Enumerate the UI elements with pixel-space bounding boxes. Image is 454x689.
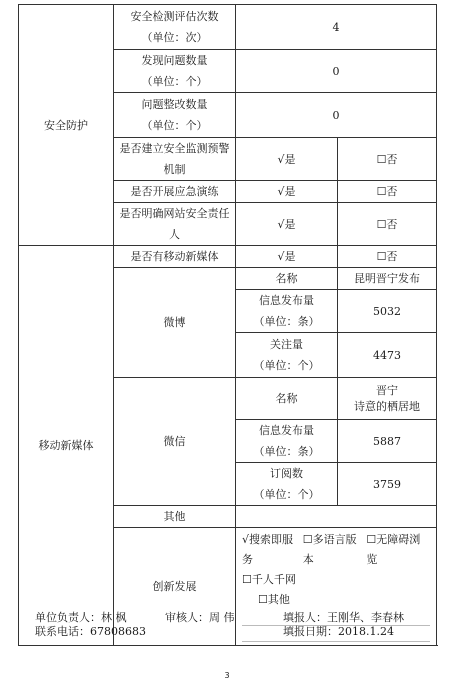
page-number: 3 [224, 671, 230, 680]
issues-fixed-label-text: 问题整改数量 [141, 98, 208, 111]
warning-mech-label [114, 138, 236, 181]
issues-found-unit: （单位：个） [141, 75, 208, 88]
responsible-label-line2: 人 [169, 228, 180, 241]
issues-fixed-value: 0 [236, 93, 437, 138]
issues-found-label [114, 50, 236, 93]
mobile-section-label: 移动新媒体 [19, 246, 114, 646]
weibo-label: 微博 [114, 268, 236, 378]
warning-mech-no[interactable]: ☐否 [338, 138, 437, 181]
wechat-posts-label [236, 420, 338, 463]
fill-date: 填报日期：2018.1.24 [283, 625, 394, 638]
footer-row-1 [35, 611, 435, 625]
eval-count-value: 4 [236, 5, 437, 50]
responsible-no[interactable]: ☐否 [338, 203, 437, 246]
option-other[interactable]: ☐其他 [258, 593, 290, 606]
has-mobile-yes[interactable]: √是 [236, 246, 338, 268]
has-mobile-row [19, 246, 437, 268]
warning-mech-yes[interactable]: √是 [236, 138, 338, 181]
warning-mech-label-line1: 是否建立安全监测预警 [119, 142, 230, 155]
weibo-posts-unit: （单位：条） [253, 315, 320, 328]
wechat-subs-label [236, 463, 338, 506]
weibo-posts-value: 5032 [338, 290, 437, 333]
responsible-label [114, 203, 236, 246]
wechat-name-label: 名称 [236, 378, 338, 420]
wechat-name-value [338, 378, 437, 420]
has-mobile-no[interactable]: ☐否 [338, 246, 437, 268]
filler: 填报人：王刚华、李春林 [283, 611, 404, 624]
weibo-posts-label [236, 290, 338, 333]
innovation-options-row [242, 530, 430, 570]
weibo-followers-unit: （单位：个） [253, 359, 320, 372]
security-eval-row [19, 5, 437, 50]
issues-fixed-label [114, 93, 236, 138]
footer-row-2 [35, 625, 435, 639]
other-label: 其他 [114, 506, 236, 528]
wechat-posts-value: 5887 [338, 420, 437, 463]
wechat-name-value-line1: 晋宁 [376, 383, 398, 397]
wechat-posts-unit: （单位：条） [253, 445, 320, 458]
footer-spacer [165, 625, 283, 639]
responsible-label-line1: 是否明确网站安全责任 [119, 207, 230, 220]
reviewer: 审核人：周 伟 [165, 611, 235, 624]
innovation-section-label: 创新发展 [114, 528, 236, 646]
drill-yes[interactable]: √是 [236, 181, 338, 203]
option-personalized[interactable]: ☐千人千网 [242, 573, 296, 586]
weibo-name-value: 昆明晋宁发布 [338, 268, 437, 290]
report-footer [35, 611, 435, 639]
blank-line-2 [242, 640, 430, 642]
weibo-followers-label [236, 333, 338, 378]
drill-label: 是否开展应急演练 [114, 181, 236, 203]
issues-fixed-unit: （单位：个） [141, 119, 208, 132]
option-multilingual[interactable]: ☐多语言版本 [302, 533, 357, 566]
security-section-label: 安全防护 [19, 5, 114, 246]
option-accessible[interactable]: ☐无障碍浏览 [366, 533, 421, 566]
warning-mech-label-line2: 机制 [163, 163, 186, 176]
wechat-posts-label-text: 信息发布量 [259, 424, 314, 437]
wechat-subs-value: 3759 [338, 463, 437, 506]
wechat-label: 微信 [114, 378, 236, 506]
has-mobile-label: 是否有移动新媒体 [114, 246, 236, 268]
weibo-followers-label-text: 关注量 [270, 338, 303, 351]
eval-count-unit: （单位：次） [141, 31, 208, 44]
wechat-subs-unit: （单位：个） [253, 488, 320, 501]
responsible-yes[interactable]: √是 [236, 203, 338, 246]
eval-count-label-text: 安全检测评估次数 [130, 10, 219, 23]
wechat-name-value-line2: 诗意的栖居地 [354, 399, 420, 413]
eval-count-label [114, 5, 236, 50]
wechat-subs-label-text: 订阅数 [270, 467, 303, 480]
weibo-followers-value: 4473 [338, 333, 437, 378]
drill-no[interactable]: ☐否 [338, 181, 437, 203]
unit-head: 单位负责人：林 枫 [35, 611, 127, 624]
other-value [236, 506, 437, 528]
option-search-as-service[interactable]: √搜索即服务 [242, 533, 294, 566]
issues-found-label-text: 发现问题数量 [141, 54, 208, 67]
phone: 联系电话：67808683 [35, 625, 146, 638]
weibo-name-label: 名称 [236, 268, 338, 290]
issues-found-value: 0 [236, 50, 437, 93]
report-table [18, 4, 437, 646]
weibo-posts-label-text: 信息发布量 [259, 294, 314, 307]
